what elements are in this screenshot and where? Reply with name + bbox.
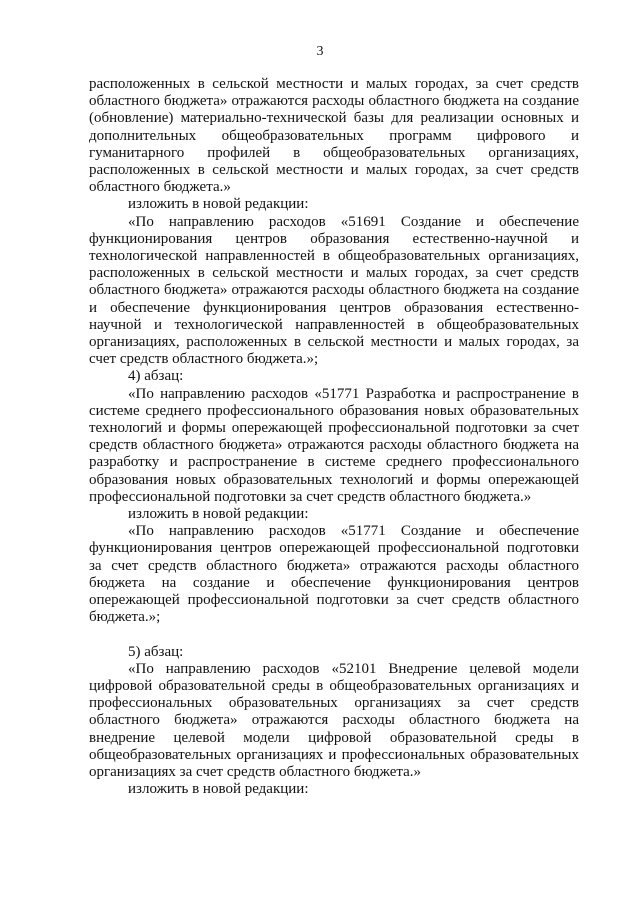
paragraph-item-4: 4) абзац: [128,368,184,385]
paragraph-52101-old: «По направлению расходов «52101 Внедрение целевой модели цифровой образовательной среды в общеобразовательных организациях и профессиональных образовательных организациях за счет средств областного бюджета» отражаются расходы областного бюджета на внедрение целевой модели цифровой образовательной среды в общеобразовательных организациях и профессиональных образовательных организациях за счет средств областного бюджета.» [89,660,579,780]
paragraph-new-edition-3: изложить в новой редакции: [128,781,309,798]
paragraph-new-edition-2: изложить в новой редакции: [128,506,309,523]
paragraph-new-edition-1: изложить в новой редакции: [128,196,309,213]
paragraph-continuation: расположенных в сельской местности и малых городах, за счет средств областного бюджета» отражаются расходы областного бюджета на создание (обновление) материально-технической базы для реализации основных и дополнительных общеобразовательных программ цифрового и гуманитарного профилей в общеобразовательных организациях, расположенных в сельской местности и малых городах, за счет средств областного бюджета.» [89,76,579,196]
paragraph-51691-new: «По направлению расходов «51691 Создание и обеспечение функционирования центров образования естественно-научной и технологической направленностей в общеобразовательных организациях, расположенных в сельской местности и малых городах, за счет средств областного бюджета» отражаются расходы областного бюджета на создание и обеспечение функционирования центров образования естественно-научной и технологической направленностей в общеобразовательных организациях, расположенных в сельской местности и малых городах, за счет средств областного бюджета.»; [89,213,579,368]
paragraph-spacer [89,627,579,644]
page-number: 3 [316,44,324,59]
paragraph-51771-old: «По направлению расходов «51771 Разработка и распространение в системе среднего профессионального образования новых образовательных технологий и формы опережающей профессиональной подготовки за счет средств областного бюджета» отражаются расходы областного бюджета на разработку и распространение в системе среднего профессионального образования новых образовательных технологий и формы опережающей профессиональной подготовки за счет средств областного бюджета.» [89,385,579,505]
paragraph-51771-new: «По направлению расходов «51771 Создание и обеспечение функционирования центров опережающей профессиональной подготовки за счет средств областного бюджета» отражаются расходы областного бюджета на создание и обеспечение функционирования центров опережающей профессиональной подготовки за счет средств областного бюджета.»; [89,523,579,626]
document-body [89,76,579,798]
paragraph-item-5: 5) абзац: [128,643,184,660]
